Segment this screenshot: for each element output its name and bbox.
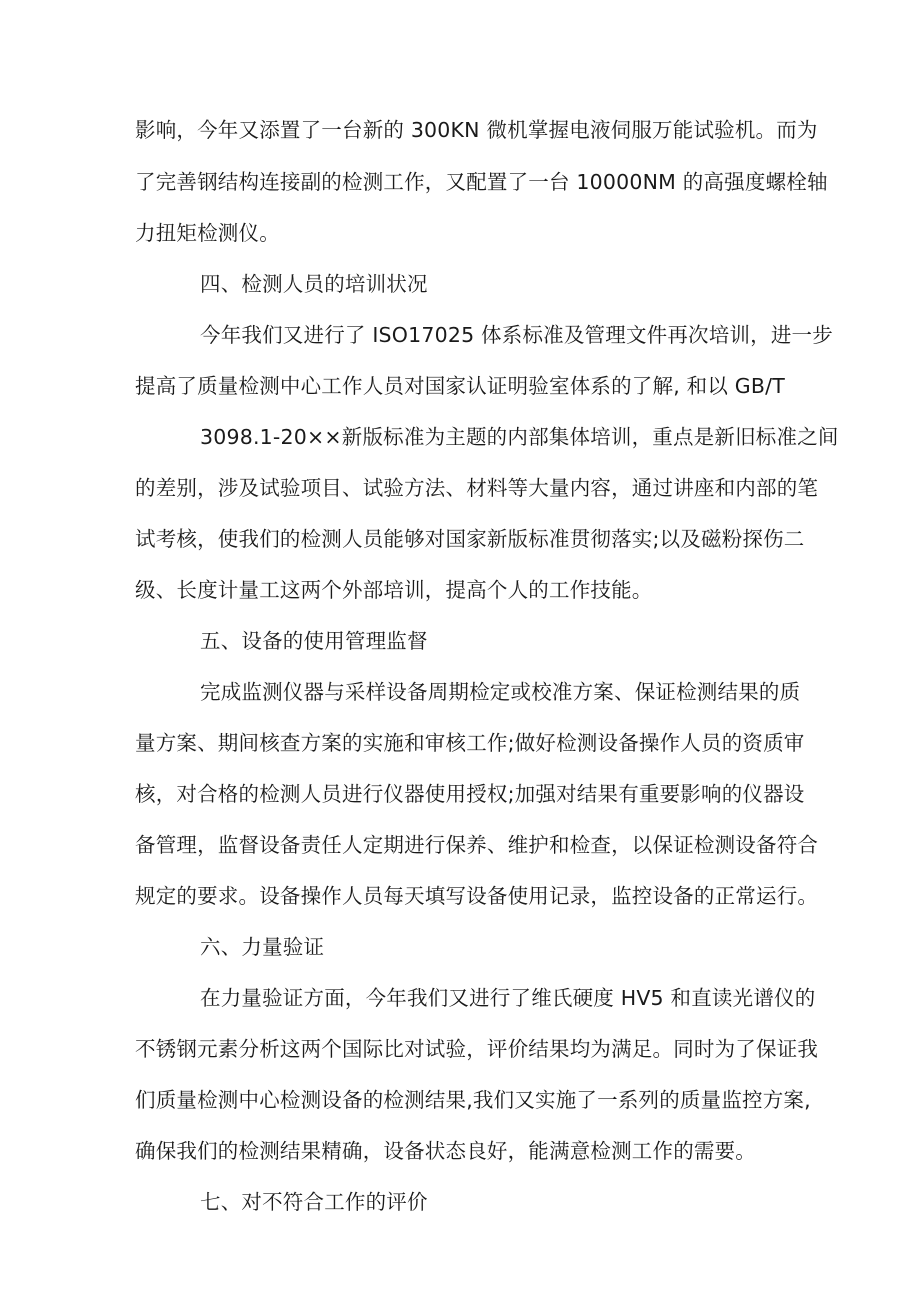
paragraph-line: 确保我们的检测结果精确，设备状态良好，能满意检测工作的需要。 (135, 1139, 756, 1163)
section-heading-7: 七、对不符合工作的评价 (200, 1190, 428, 1214)
paragraph-line: 级、长度计量工这两个外部培训，提高个人的工作技能。 (135, 578, 653, 602)
paragraph-line: 们质量检测中心检测设备的检测结果,我们又实施了一系列的质量监控方案, (135, 1088, 811, 1112)
paragraph-line: 3098.1-20××新版标准为主题的内部集体培训，重点是新旧标准之间 (200, 425, 839, 449)
paragraph-line: 量方案、期间核查方案的实施和审核工作;做好检测设备操作人员的资质审 (135, 731, 805, 755)
paragraph-line: 在力量验证方面，今年我们又进行了维氏硬度 HV5 和直读光谱仪的 (200, 986, 816, 1010)
paragraph-line: 备管理，监督设备责任人定期进行保养、维护和检查，以保证检测设备符合 (135, 833, 819, 857)
paragraph-line: 的差别，涉及试验项目、试验方法、材料等大量内容，通过讲座和内部的笔 (135, 476, 819, 500)
paragraph-line: 不锈钢元素分析这两个国际比对试验，评价结果均为满足。同时为了保证我 (135, 1037, 819, 1061)
paragraph-line: 提高了质量检测中心工作人员对国家认证明验室体系的了解, 和以 GB/T (135, 374, 785, 398)
paragraph-line: 完成监测仪器与采样设备周期检定或校准方案、保证检测结果的质 (200, 680, 801, 704)
paragraph-line: 力扭矩检测仪。 (135, 221, 280, 245)
section-heading-6: 六、力量验证 (200, 935, 325, 959)
paragraph-line: 今年我们又进行了 ISO17025 体系标准及管理文件再次培训，进一步 (200, 323, 833, 347)
paragraph-line: 了完善钢结构连接副的检测工作，又配置了一台 10000NM 的高强度螺栓轴 (135, 170, 828, 194)
paragraph-line: 规定的要求。设备操作人员每天填写设备使用记录，监控设备的正常运行。 (135, 884, 819, 908)
section-heading-4: 四、检测人员的培训状况 (200, 272, 428, 296)
paragraph-line: 影响，今年又添置了一台新的 300KN 微机掌握电液伺服万能试验机。而为 (135, 118, 818, 142)
paragraph-line: 核，对合格的检测人员进行仪器使用授权;加强对结果有重要影响的仪器设 (135, 782, 805, 806)
section-heading-5: 五、设备的使用管理监督 (200, 629, 428, 653)
paragraph-line: 试考核，使我们的检测人员能够对国家新版标准贯彻落实;以及磁粉探伤二 (135, 527, 805, 551)
